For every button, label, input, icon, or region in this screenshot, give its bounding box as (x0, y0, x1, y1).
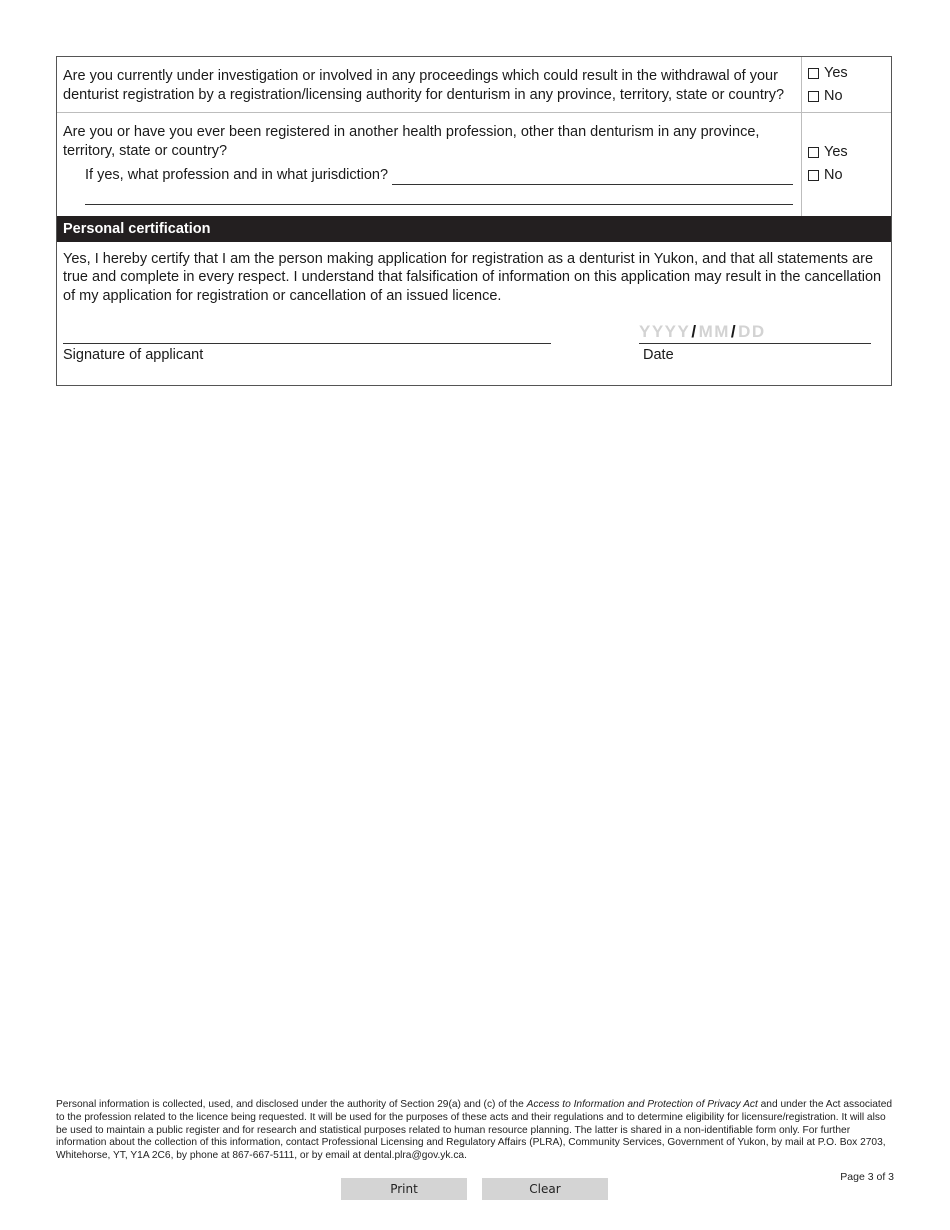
question-text: Are you currently under investigation or involved in any proceedings which could result in the withdrawal of your denturist registration by a registration/licensing authority for denturism in any province, territory, state or country? (57, 57, 802, 112)
print-button[interactable]: Print (341, 1178, 467, 1200)
signature-label: Signature of applicant (63, 347, 204, 363)
privacy-notice (56, 1099, 896, 1163)
signature-area (57, 315, 891, 385)
option-no[interactable] (808, 164, 885, 187)
privacy-text-start: Personal information is collected, used, and disclosed under the authority of Section 29(a) and (c) of the (56, 1099, 527, 1110)
privacy-act-title: Access to Information and Protection of Privacy Act (526, 1099, 758, 1110)
answer-options (802, 57, 891, 112)
profession-input-continued[interactable] (85, 203, 793, 205)
date-label: Date (643, 347, 674, 363)
date-day-placeholder: DD (738, 322, 766, 341)
checkbox-yes[interactable] (808, 147, 819, 158)
date-input[interactable] (639, 321, 871, 344)
date-separator: / (691, 322, 698, 341)
question-text: Are you or have you ever been registered in another health profession, other than denturism in any province, territory, state or country? (63, 124, 760, 159)
option-yes[interactable] (808, 141, 885, 164)
option-no[interactable] (808, 85, 885, 108)
section-header-certification: Personal certification (57, 216, 891, 242)
answer-options (802, 113, 891, 216)
profession-input[interactable] (392, 169, 793, 185)
question-row-other-profession (57, 113, 891, 216)
clear-button[interactable]: Clear (482, 1178, 608, 1200)
page-number: Page 3 of 3 (840, 1171, 894, 1183)
option-yes-label: Yes (824, 144, 848, 161)
checkbox-yes[interactable] (808, 68, 819, 79)
certification-text: Yes, I hereby certify that I am the person making application for registration as a denturist in Yukon, and that all statements are true and complete in every respect. I understand that falsification of information on this application may result in the cancellation of my application for registration or cancellation of an issued licence. (63, 250, 882, 304)
privacy-text-end: and under the Act associated to the profession related to the licence being requested. It will be used for the purposes of these acts and their regulations and to determine eligibility for licensure/registration. It will also be used to maintain a public register and for research and statistical purposes related to human resource planning. The latter is shared in a non-identifiable form only. For further information about the collection of this information, contact Professional Licensing and Regulatory Affairs (PLRA), Community Services, Government of Yukon, by mail at P.O. Box 2703, Whitehorse, YT, Y1A 2C6, by phone at 867-667-5111, or by email at dental.plra@gov.yk.ca. (56, 1099, 893, 1162)
option-no-label: No (824, 167, 843, 184)
option-no-label: No (824, 87, 843, 104)
date-year-placeholder: YYYY (639, 322, 691, 341)
followup-row (85, 166, 793, 185)
checkbox-no[interactable] (808, 91, 819, 102)
question-cell (57, 113, 802, 216)
date-separator: / (730, 322, 738, 341)
signature-input[interactable] (63, 343, 551, 344)
date-month-placeholder: MM (698, 322, 730, 341)
followup-label: If yes, what profession and in what jurisdiction? (85, 167, 389, 183)
checkbox-no[interactable] (808, 170, 819, 181)
option-yes[interactable] (808, 62, 885, 85)
form-section (56, 56, 892, 386)
question-row-investigation (57, 57, 891, 113)
option-yes-label: Yes (824, 64, 848, 81)
